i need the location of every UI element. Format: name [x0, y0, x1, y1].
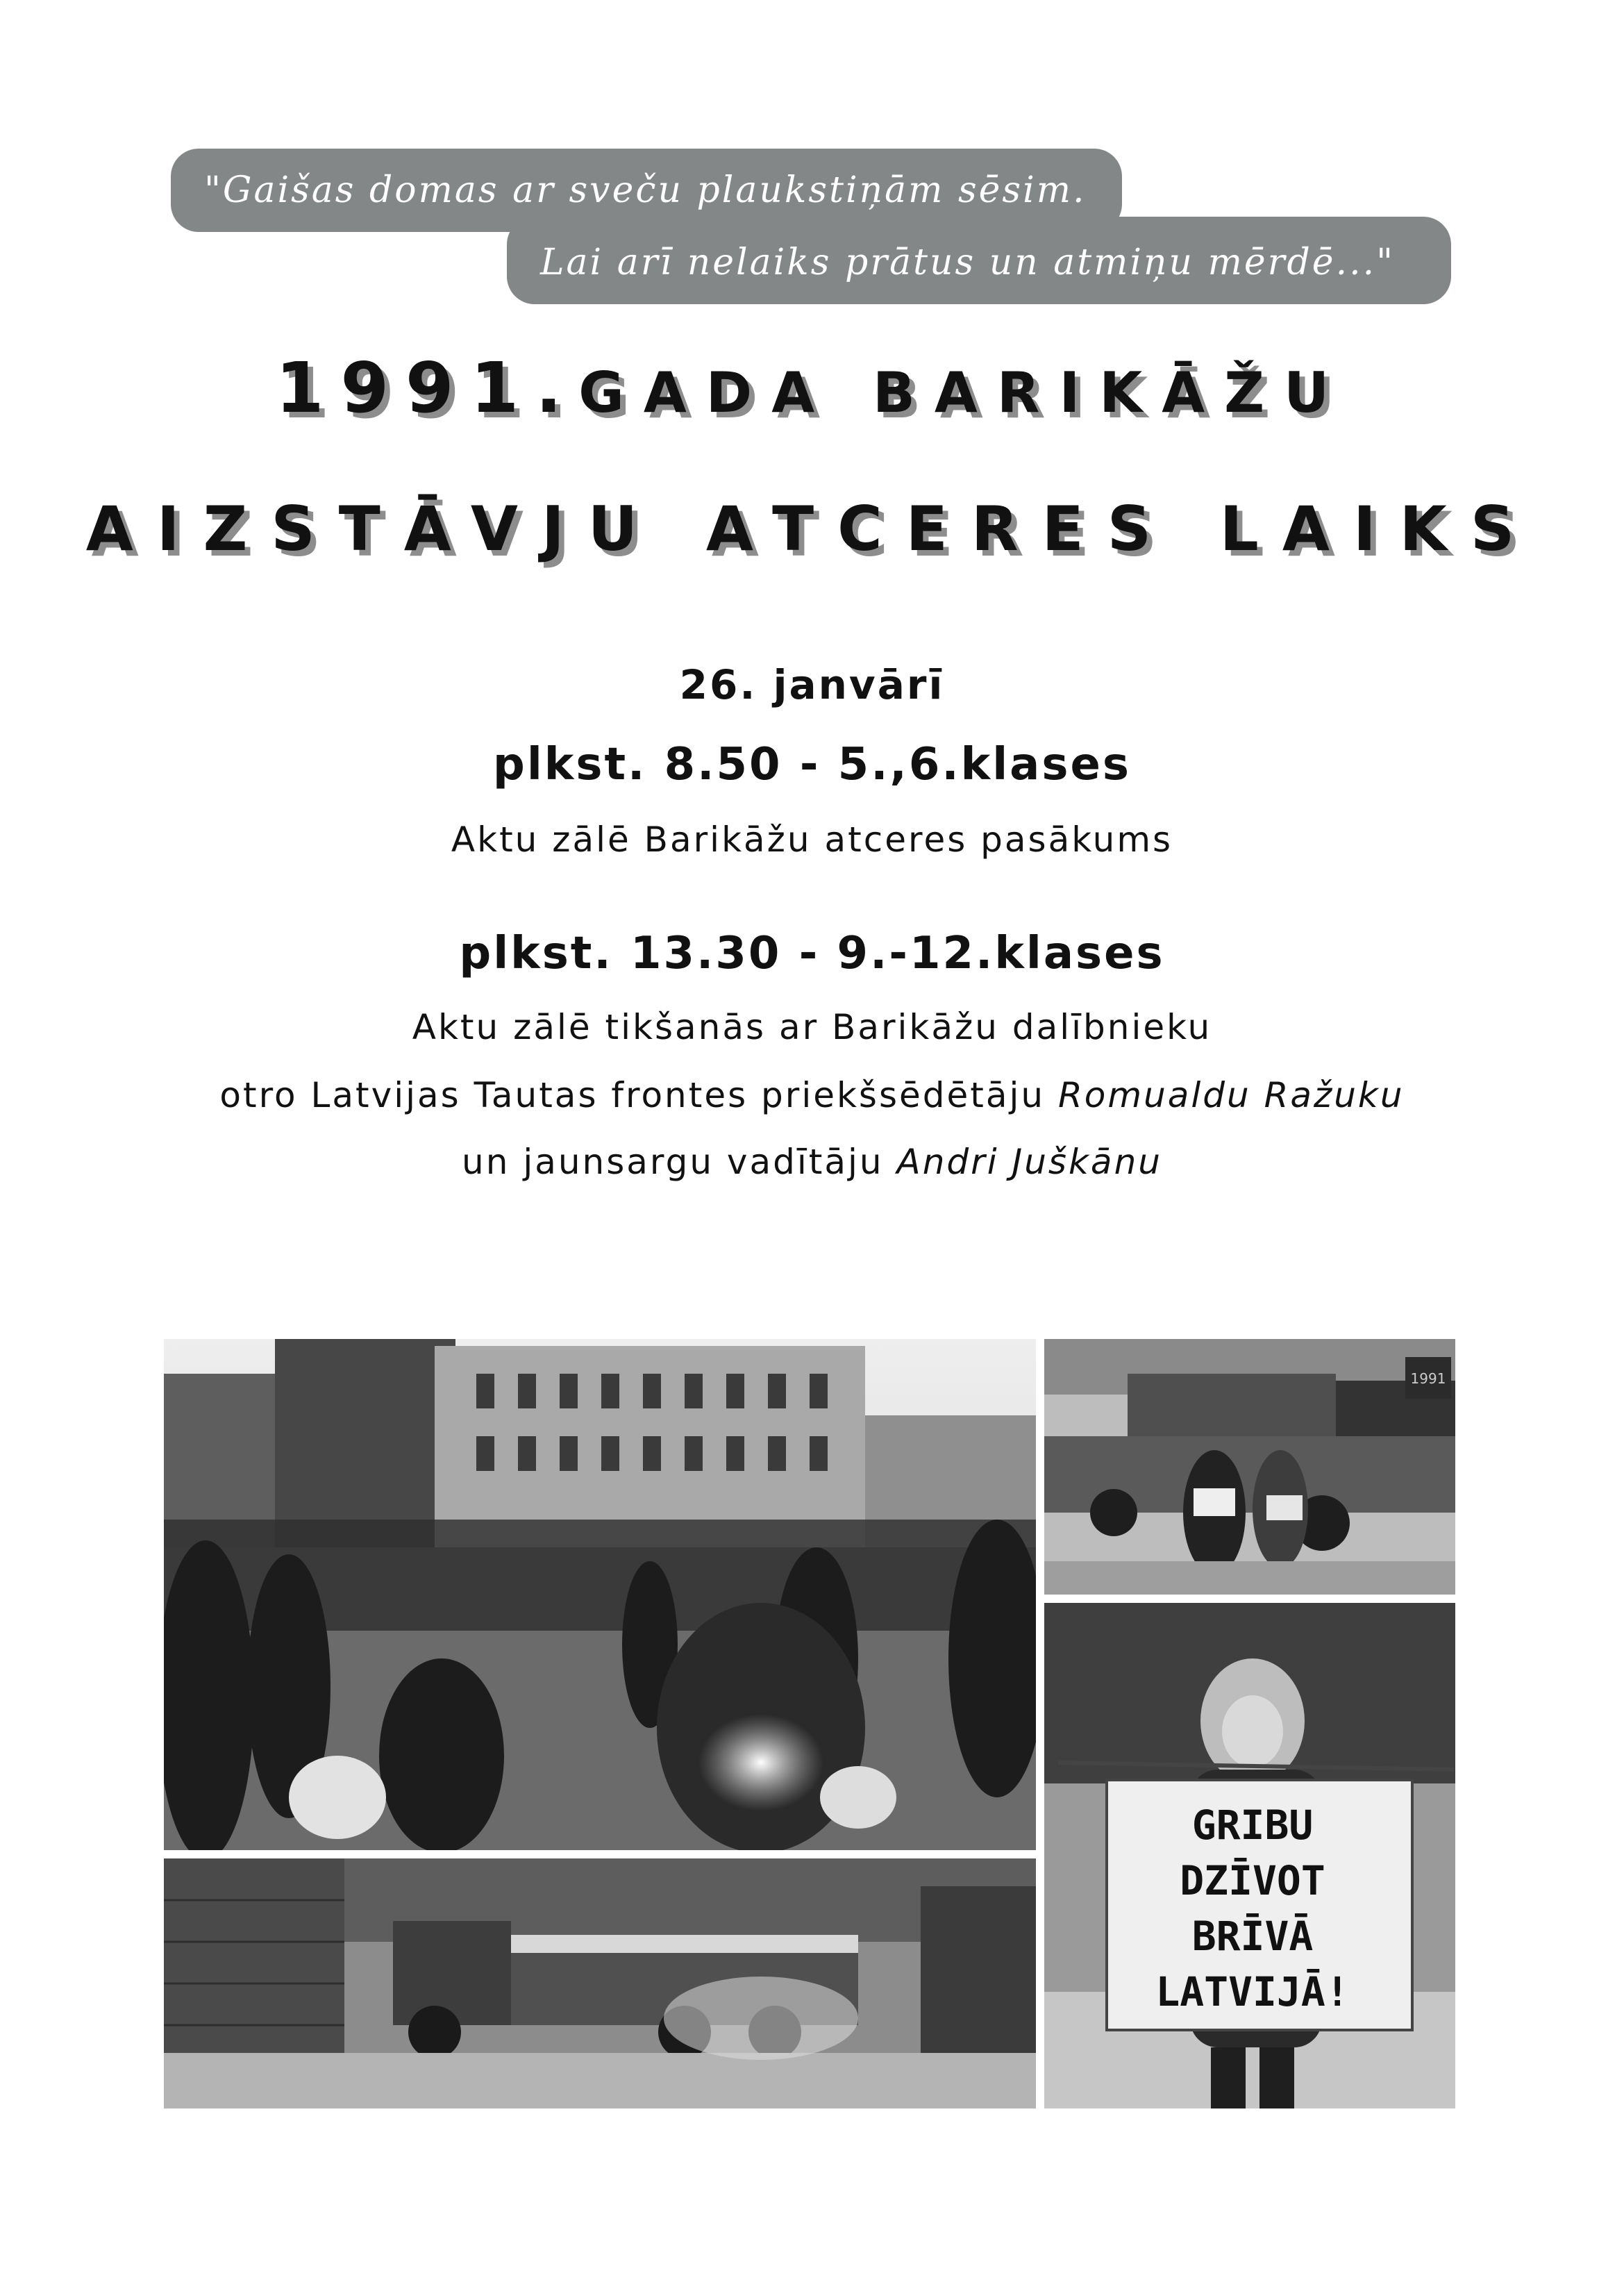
session-2-description: Aktu zālē tikšanās ar Barikāžu dalībnieku: [412, 1007, 1212, 1047]
session-2-line-2: [0, 1075, 1624, 1115]
session-1-time: plkst. 8.50 - 5.,6.klases: [493, 739, 1131, 790]
speaker-1-name: Romualdu Ražuku: [1058, 1075, 1405, 1115]
quote-bubble-bottom: [507, 217, 1451, 304]
photo-crowd-bonfire: [164, 1339, 1036, 1850]
title-line-1-rest: GADA BARIKĀŽU: [578, 360, 1349, 425]
event-date: 26. janvārī: [679, 661, 945, 708]
sign-line-4: LATVIJĀ!: [1155, 1968, 1350, 2015]
sign-line-1: GRIBU: [1191, 1802, 1314, 1849]
session-2-line-3: [0, 1142, 1624, 1182]
session-2-line-3-text: un jaunsargu vadītāju: [462, 1142, 884, 1182]
title-line-1: [0, 347, 1624, 429]
speaker-2-name: Andri Juškānu: [896, 1142, 1162, 1182]
sign-line-3: BRĪVĀ: [1191, 1913, 1314, 1960]
photo-barricade-truck: [164, 1858, 1036, 2108]
title-line-2: AIZSTĀVJU ATCERES LAIKS: [85, 493, 1539, 565]
quote-line-2: Lai arī nelaiks prātus un atmiņu mērdē...": [540, 242, 1396, 283]
session-2-time: plkst. 13.30 - 9.-12.klases: [459, 928, 1165, 979]
session-1-description: Aktu zālē Barikāžu atceres pasākums: [451, 820, 1173, 860]
photo-trucks-newspapers: [1044, 1339, 1455, 1595]
sign-line-2: DZĪVOT: [1180, 1857, 1325, 1904]
title-year: 1991.: [275, 347, 579, 429]
session-2-line-2-text: otro Latvijas Tautas frontes priekšsēdētāju: [219, 1075, 1046, 1115]
photo-child-sign: [1044, 1603, 1455, 2108]
truck-sign-text: 1991: [1410, 1370, 1446, 1387]
quote-line-1: "Gaišas domas ar sveču plaukstiņām sēsim.: [204, 169, 1087, 211]
